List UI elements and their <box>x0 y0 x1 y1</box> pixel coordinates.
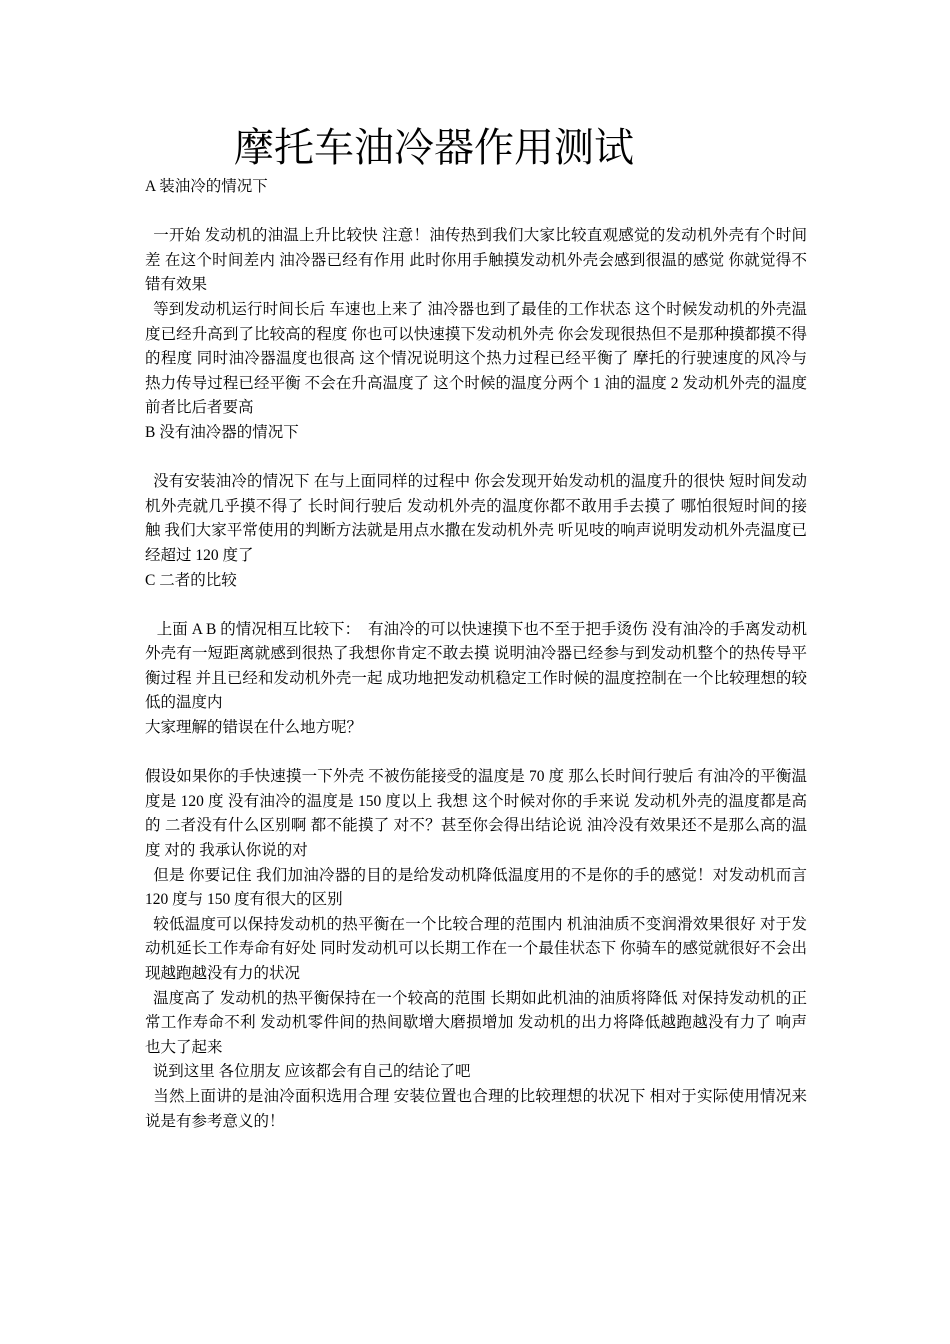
paragraph: 假设如果你的手快速摸一下外壳 不被伤能接受的温度是 70 度 那么长时间行驶后 有油冷的平衡温度是 120 度 没有油冷的温度是 150 度以上 我想 这个时候对你的手来说 发动机外壳的温度都是高的 二者没有什么区别啊 都不能摸了 对不？甚至你会得出结论说 油冷没有效果还不是那么高的温度 对的 我承认你说的对 <box>145 768 807 860</box>
blank-line <box>145 741 807 766</box>
blank-line <box>145 200 807 225</box>
document-body <box>145 175 811 1134</box>
paragraph: 上面 A B 的情况相互比较下： 有油冷的可以快速摸下也不至于把手烫伤 没有油冷的手离发动机外壳有一短距离就感到很热了我想你肯定不敢去摸 说明油冷器已经参与到发动机整个的热传导平衡过程 并且已经和发动机外壳一起 成功地把发动机稳定工作时候的温度控制在一个比较理想的较低的温度内 <box>145 620 807 712</box>
section-heading-b: B 没有油冷器的情况下 <box>145 423 299 441</box>
document-title: 摩托车油冷器作用测试 <box>234 125 634 170</box>
paragraph: 等到发动机运行时间长后 车速也上来了 油冷器也到了最佳的工作状态 这个时候发动机的外壳温度已经升高到了比较高的程度 你也可以快速摸下发动机外壳 你会发现很热但不是那种摸都摸不得的程度 同时油冷器温度也很高 这个情况说明这个热力过程已经平衡了 摩托的行驶速度的风冷与热力传导过程已经平衡 不会在升高温度了 这个时候的温度分两个 1 油的温度 2 发动机外壳的温度 前者比后者要高 <box>145 300 811 417</box>
paragraph: 没有安装油冷的情况下 在与上面同样的过程中 你会发现开始发动机的温度升的很快 短时间发动机外壳就几乎摸不得了 长时间行驶后 发动机外壳的温度你都不敢用手去摸了 哪怕很短时间的接触 我们大家平常使用的判断方法就是用点水撒在发动机外壳 听见吱的响声说明发动机外壳温度已经超过 120 度了 <box>145 473 807 564</box>
section-heading-a: A 装油冷的情况下 <box>145 178 268 195</box>
paragraph: 较低温度可以保持发动机的热平衡在一个比较合理的范围内 机油油质不变润滑效果很好 对于发动机延长工作寿命有好处 同时发动机可以长期工作在一个最佳状态下 你骑车的感觉就很好不会出现越跑越没有力的状况 <box>145 915 807 982</box>
paragraph: 当然上面讲的是油冷面积选用合理 安装位置也合理的比较理想的状况下 相对于实际使用情况来说是有参考意义的！ <box>145 1087 807 1130</box>
paragraph: 温度高了 发动机的热平衡保持在一个较高的范围 长期如此机油的油质将降低 对保持发动机的正常工作寿命不利 发动机零件间的热间歇增大磨损增加 发动机的出力将降低越跑越没有力了 响声也大了起来 <box>145 989 807 1056</box>
blank-line <box>145 446 807 471</box>
paragraph: 说到这里 各位朋友 应该都会有自己的结论了吧 <box>145 1063 471 1081</box>
paragraph: 但是 你要记住 我们加油冷器的目的是给发动机降低温度用的不是你的手的感觉！对发动机而言 120 度与 150 度有很大的区别 <box>145 866 811 909</box>
paragraph: 一开始 发动机的油温上升比较快 注意！油传热到我们大家比较直观感觉的发动机外壳有个时间差 在这个时间差内 油冷器已经有作用 此时你用手触摸发动机外壳会感到很温的感觉 你就觉得不错有效果 <box>145 227 807 294</box>
blank-line <box>145 593 807 618</box>
question-line: 大家理解的错误在什么地方呢？ <box>145 719 363 737</box>
section-heading-c: C 二者的比较 <box>145 571 237 589</box>
